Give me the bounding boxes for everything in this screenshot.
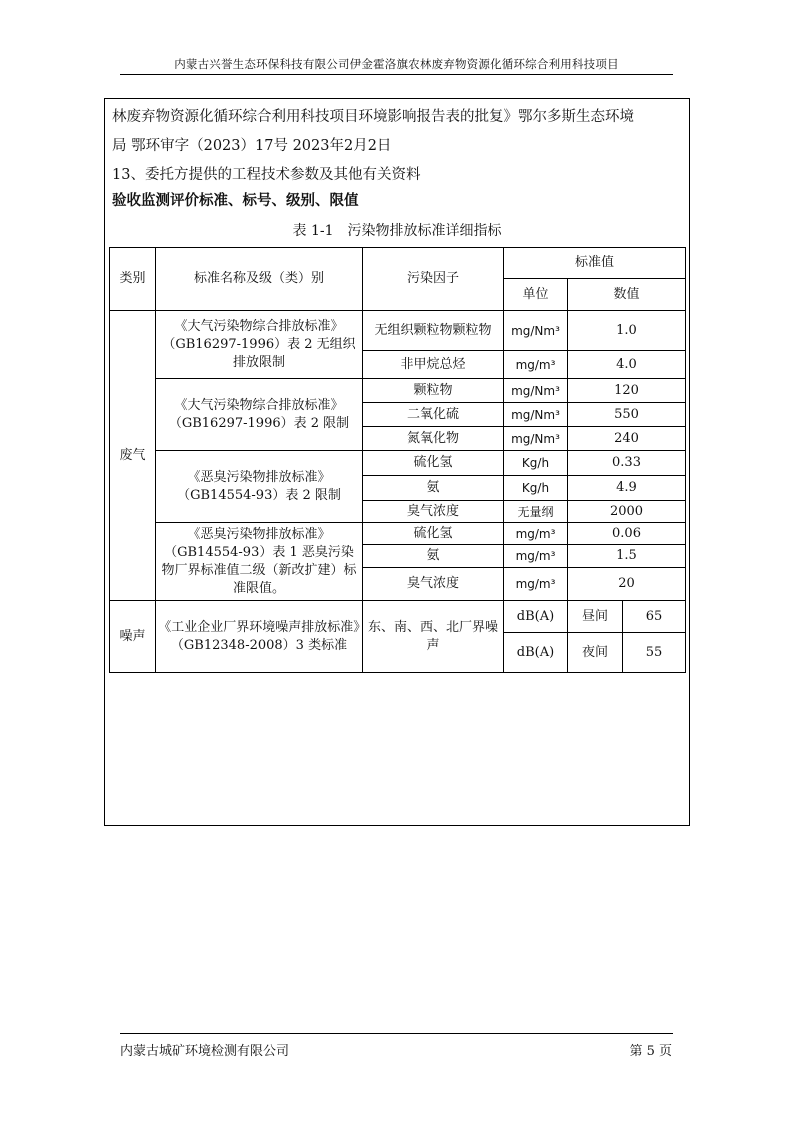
footer-divider	[120, 1033, 673, 1034]
standard-name: 《恶臭污染物排放标准》（GB14554-93）表 2 限制	[156, 451, 363, 523]
header-divider	[120, 74, 673, 75]
pollutant-factor: 硫化氢	[363, 451, 504, 476]
unit-cell: mg/m³	[504, 351, 568, 379]
table-caption: 表 1-1 污染物排放标准详细指标	[292, 223, 502, 239]
unit-cell: mg/Nm³	[504, 403, 568, 427]
standard-name: 《恶臭污染物排放标准》（GB14554-93）表 1 恶臭污染物厂界标准值二级（新改扩建）标准限值。	[156, 523, 363, 601]
unit-cell: mg/m³	[504, 523, 568, 545]
section-heading: 验收监测评价标准、标号、级别、限值	[112, 193, 359, 209]
pollutant-factor: 二氧化硫	[363, 403, 504, 427]
value-cell: 550	[568, 403, 686, 427]
body-line: 局 鄂环审字（2023）17号 2023年2月2日	[112, 138, 392, 154]
value-cell: 4.9	[568, 476, 686, 501]
running-header: 内蒙古兴誉生态环保科技有限公司伊金霍洛旗农林废弃物资源化循环综合利用科技项目	[174, 57, 619, 71]
emission-standards-table	[109, 247, 686, 673]
category-noise: 噪声	[110, 601, 156, 673]
unit-cell: mg/Nm³	[504, 311, 568, 351]
unit-cell: Kg/h	[504, 476, 568, 501]
unit-cell: dB(A)	[504, 633, 568, 673]
value-cell: 240	[568, 427, 686, 451]
value-cell: 0.06	[568, 523, 686, 545]
pollutant-factor: 氨	[363, 476, 504, 501]
value-cell: 2000	[568, 501, 686, 523]
standard-name: 《大气污染物综合排放标准》（GB16297-1996）表 2 限制	[156, 379, 363, 451]
standard-name: 《工业企业厂界环境噪声排放标准》（GB12348-2008）3 类标准	[156, 601, 363, 673]
pollutant-factor: 东、南、西、北厂界噪声	[363, 601, 504, 673]
pollutant-factor: 臭气浓度	[363, 568, 504, 601]
category-waste-gas: 废气	[110, 311, 156, 601]
body-line: 13、委托方提供的工程技术参数及其他有关资料	[112, 167, 421, 183]
value-cell: 120	[568, 379, 686, 403]
period-cell: 昼间	[568, 601, 623, 633]
unit-cell: Kg/h	[504, 451, 568, 476]
body-paragraph	[112, 103, 686, 190]
pollutant-factor: 颗粒物	[363, 379, 504, 403]
page-number: 第 5 页	[629, 1044, 672, 1059]
header-unit: 单位	[504, 279, 568, 311]
value-cell: 55	[623, 633, 686, 673]
value-cell: 1.5	[568, 545, 686, 568]
unit-cell: dB(A)	[504, 601, 568, 633]
header-value: 数值	[568, 279, 686, 311]
unit-cell: mg/Nm³	[504, 379, 568, 403]
pollutant-factor: 硫化氢	[363, 523, 504, 545]
header-standard: 标准名称及级（类）别	[156, 248, 363, 311]
period-cell: 夜间	[568, 633, 623, 673]
header-limit: 标准值	[504, 248, 686, 279]
body-line: 林废弃物资源化循环综合利用科技项目环境影响报告表的批复》鄂尔多斯生态环境	[112, 109, 634, 125]
pollutant-factor: 非甲烷总烃	[363, 351, 504, 379]
unit-cell: 无量纲	[504, 501, 568, 523]
unit-cell: mg/Nm³	[504, 427, 568, 451]
pollutant-factor: 无组织颗粒物颗粒物	[363, 311, 504, 351]
unit-cell: mg/m³	[504, 568, 568, 601]
value-cell: 0.33	[568, 451, 686, 476]
unit-cell: mg/m³	[504, 545, 568, 568]
value-cell: 65	[623, 601, 686, 633]
pollutant-factor: 氮氧化物	[363, 427, 504, 451]
pollutant-factor: 臭气浓度	[363, 501, 504, 523]
standard-name: 《大气污染物综合排放标准》（GB16297-1996）表 2 无组织排放限制	[156, 311, 363, 379]
footer-company: 内蒙古城矿环境检测有限公司	[120, 1044, 290, 1059]
header-category: 类别	[110, 248, 156, 311]
value-cell: 20	[568, 568, 686, 601]
header-factor: 污染因子	[363, 248, 504, 311]
value-cell: 4.0	[568, 351, 686, 379]
value-cell: 1.0	[568, 311, 686, 351]
pollutant-factor: 氨	[363, 545, 504, 568]
